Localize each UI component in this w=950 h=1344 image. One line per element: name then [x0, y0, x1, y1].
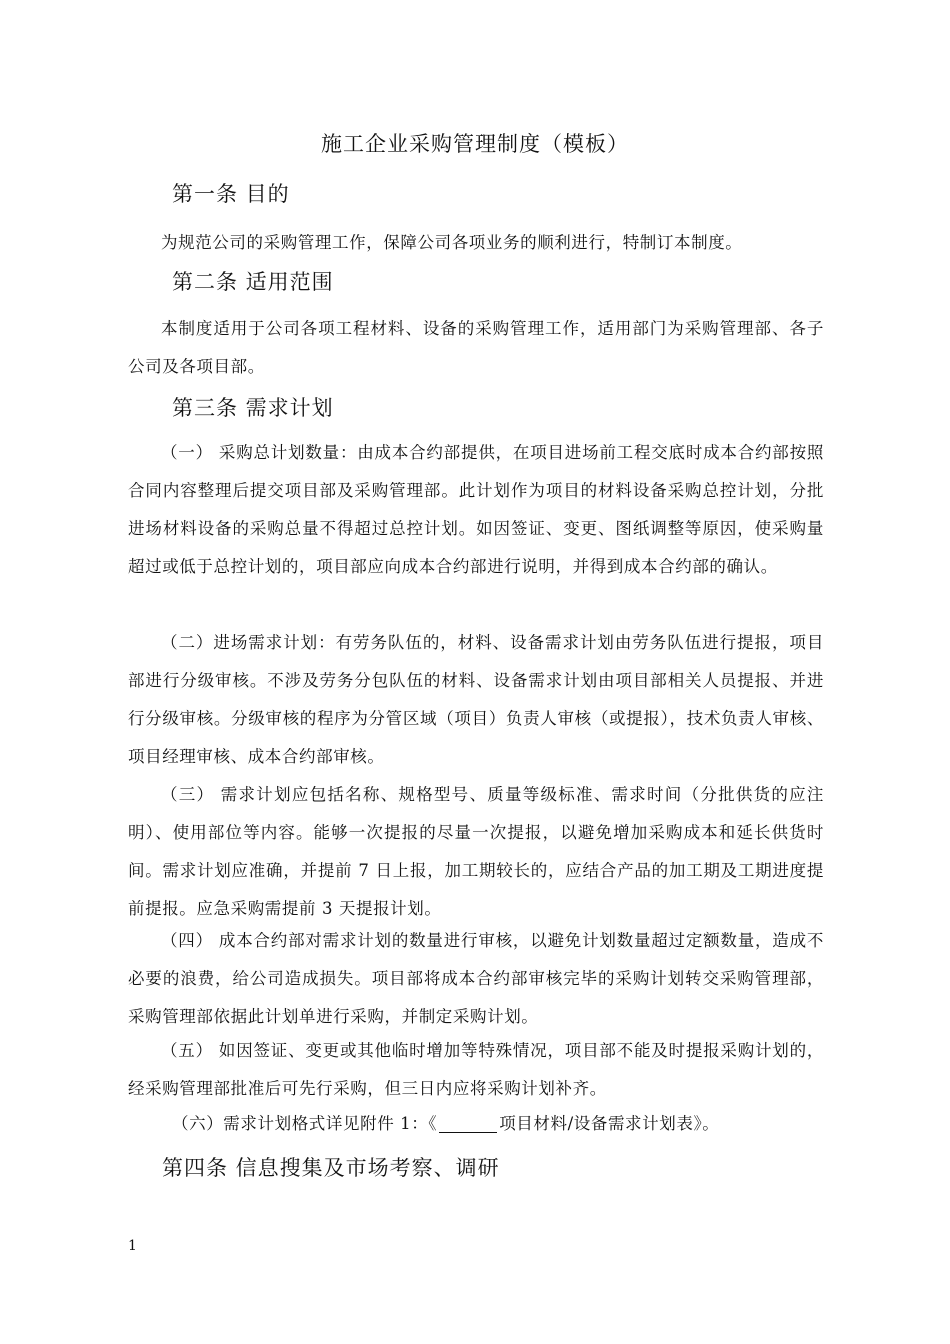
article-3-item-1: （一） 采购总计划数量：由成本合约部提供，在项目进场前工程交底时成本合约部按照合同内容整理后提交项目部及采购管理部。此计划作为项目的材料设备采购总控计划，分批进场材料设备的采购总量不得超过总控计划。如因签证、变更、图纸调整等原因，使采购量超过或低于总控计划的，项目部应向成本合约部进行说明，并得到成本合约部的确认。 [128, 443, 824, 576]
article-1-body: 为规范公司的采购管理工作，保障公司各项业务的顺利进行，特制订本制度。 [161, 233, 743, 252]
item-6-prefix: （六）需求计划格式详见附件 1：《 [172, 1114, 438, 1133]
article-2-body: 本制度适用于公司各项工程材料、设备的采购管理工作，适用部门为采购管理部、各子公司及各项目部。 [128, 319, 824, 376]
article-3-item-4: （四） 成本合约部对需求计划的数量进行审核，以避免计划数量超过定额数量，造成不必要的浪费，给公司造成损失。项目部将成本合约部审核完毕的采购计划转交采购管理部，采购管理部依据此计划单进行采购，并制定采购计划。 [128, 931, 824, 1026]
article-3-item-2: （二）进场需求计划：有劳务队伍的，材料、设备需求计划由劳务队伍进行提报，项目部进行分级审核。不涉及劳务分包队伍的材料、设备需求计划由项目部相关人员提报、并进行分级审核。分级审核的程序为分管区域（项目）负责人审核（或提报），技术负责人审核、项目经理审核、成本合约部审核。 [128, 633, 824, 766]
document-title: 施工企业采购管理制度（模板） [321, 132, 629, 156]
fill-in-blank [439, 1114, 497, 1133]
item-6-suffix: 项目材料/设备需求计划表》。 [499, 1114, 720, 1133]
article-3-heading: 第三条 需求计划 [172, 396, 334, 420]
article-4-heading: 第四条 信息搜集及市场考察、调研 [162, 1156, 500, 1180]
page-number: 1 [128, 1238, 137, 1254]
article-2-heading: 第二条 适用范围 [172, 270, 334, 294]
article-3-item-6 [172, 1108, 719, 1140]
article-1-heading: 第一条 目的 [172, 182, 290, 206]
article-3-item-5: （五） 如因签证、变更或其他临时增加等特殊情况，项目部不能及时提报采购计划的，经采购管理部批准后可先行采购，但三日内应将采购计划补齐。 [128, 1041, 824, 1098]
article-3-item-3: （三） 需求计划应包括名称、规格型号、质量等级标准、需求时间（分批供货的应注明）、使用部位等内容。能够一次提报的尽量一次提报，以避免增加采购成本和延长供货时间。需求计划应准确，并提前 7 日上报，加工期较长的，应结合产品的加工期及工期进度提前提报。应急采购需提前 3 天提报计划。 [128, 785, 824, 918]
